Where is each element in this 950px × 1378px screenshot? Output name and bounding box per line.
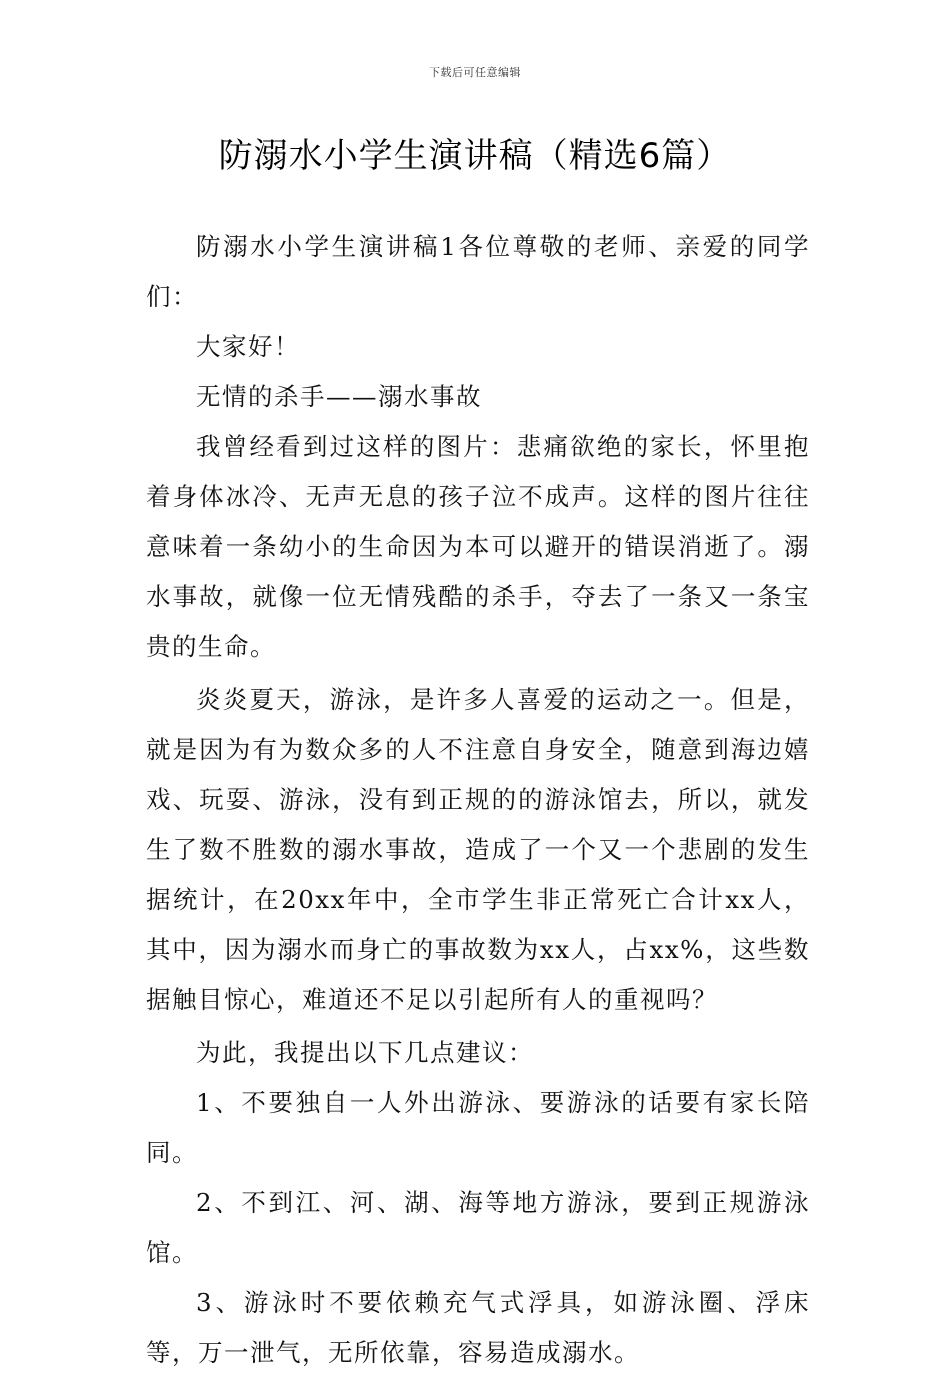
list-item: 1、不要独自一人外出游泳、要游泳的话要有家长陪同。 [146,1088,810,1167]
paragraph-body: 炎炎夏天，游泳，是许多人喜爱的运动之一。但是，就是因为有为数众多的人不注意自身安全，随意到海边嬉戏、玩耍、游泳，没有到正规的的游泳馆去，所以，就发生了数不胜数的溺水事故，造成了一个又一个悲剧的发生据统计，在20xx年中，全市学生非正常死亡合计xx人，其中，因为溺水而身亡的事故数为xx人，占xx%，这些数据触目惊心，难道还不足以引起所有人的重视吗？ [146,685,810,1014]
document-body [146,222,810,1378]
list-item: 2、不到江、河、湖、海等地方游泳，要到正规游泳馆。 [146,1188,810,1267]
paragraph-hello: 大家好！ [196,332,300,361]
paragraph-body: 为此，我提出以下几点建议： [196,1038,534,1067]
document-title: 防溺水小学生演讲稿（精选6篇） [218,136,732,176]
list-item: 3、游泳时不要依赖充气式浮具，如游泳圈、浮床等，万一泄气，无所依靠，容易造成溺水。 [146,1288,810,1367]
paragraph-body: 我曾经看到过这样的图片：悲痛欲绝的家长，怀里抱着身体冰冷、无声无息的孩子泣不成声。这样的图片往往意味着一条幼小的生命因为本可以避开的错误消逝了。溺水事故，就像一位无情残酷的杀手，夺去了一条又一条宝贵的生命。 [146,432,810,661]
paragraph-greeting: 防溺水小学生演讲稿1各位尊敬的老师、亲爱的同学们： [146,232,810,311]
paragraph-heading: 无情的杀手——溺水事故 [196,382,482,411]
header-note: 下载后可任意编辑 [429,66,521,79]
